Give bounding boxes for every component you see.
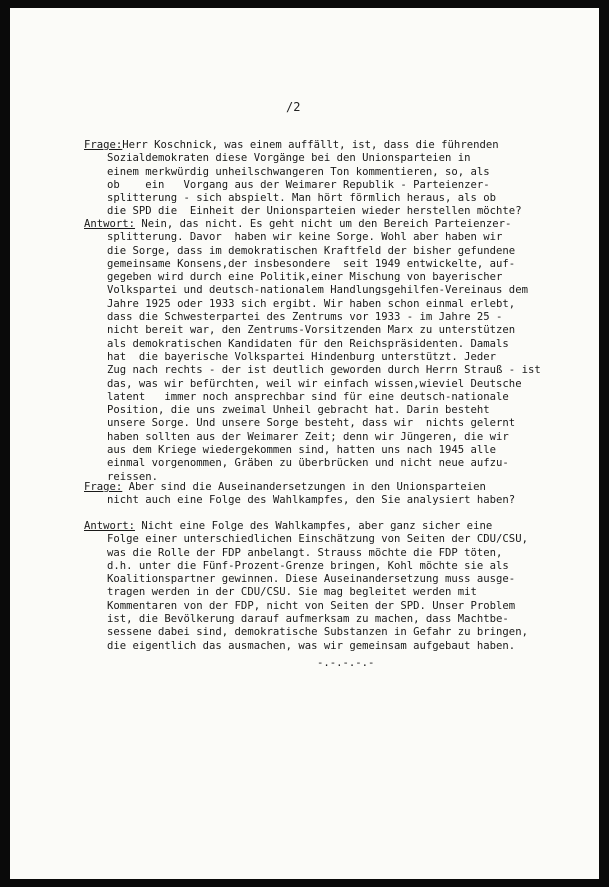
text-line: unsere Sorge. Und unsere Sorge besteht, dass wir nichts gelernt: [107, 417, 516, 430]
text-line: Nein, das nicht. Es geht nicht um den Bereich Parteienzer-: [135, 218, 512, 230]
text-line: reissen.: [107, 470, 159, 483]
text-line: als demokratischen Kandidaten für den Reichspräsidenten. Damals: [107, 337, 509, 350]
text-line: tragen werden in der CDU/CSU. Sie mag begleitet werden mit: [107, 586, 477, 599]
document-page: [10, 8, 599, 879]
text-line: Sozialdemokraten diese Vorgänge bei den Unionsparteien in: [107, 152, 471, 165]
question-block-1: [84, 139, 584, 219]
text-line: Folge einer unterschiedlichen Einschätzung von Seiten der CDU/CSU,: [107, 533, 528, 546]
block-label: Frage:: [84, 139, 123, 151]
text-line: d.h. unter die Fünf-Prozent-Grenze bringen, Kohl möchte sie als: [107, 559, 509, 572]
text-line: Kommentaren von der FDP, nicht von Seiten der SPD. Unser Problem: [107, 599, 516, 612]
text-line: Position, die uns zweimal Unheil gebracht hat. Darin besteht: [107, 404, 490, 417]
text-line: einmal vorgenommen, Gräben zu überbrücken und nicht neue aufzu-: [107, 457, 509, 470]
page-number: /2: [286, 100, 301, 114]
text-line: was die Rolle der FDP anbelangt. Strauss möchte die FDP töten,: [107, 546, 503, 559]
text-line: ist, die Bevölkerung darauf aufmerksam zu machen, dass Machtbe-: [107, 613, 509, 626]
question-block-2: [84, 481, 584, 508]
text-line: gemeinsame Konsens,der insbesondere seit 1949 entwickelte, auf-: [107, 257, 516, 270]
text-line: sessene dabei sind, demokratische Substanzen in Gefahr zu bringen,: [107, 626, 528, 639]
block-label: Antwort:: [84, 218, 136, 230]
text-line: splitterung - sich abspielt. Man hört förmlich heraus, als ob: [107, 192, 497, 205]
block-label: Antwort:: [84, 520, 136, 532]
text-line: hat die bayerische Volkspartei Hindenburg unterstützt. Jeder: [107, 350, 497, 363]
text-line: splitterung. Davor haben wir keine Sorge. Wohl aber haben wir: [107, 231, 503, 244]
block-label: Frage:: [84, 481, 123, 493]
text-line: die SPD die Einheit der Unionsparteien wieder herstellen möchte?: [107, 205, 522, 218]
text-line: Nicht eine Folge des Wahlkampfes, aber ganz sicher eine: [135, 520, 493, 532]
text-line: aus dem Kriege wiedergekommen sind, hatten uns nach 1945 alle: [107, 444, 497, 457]
text-line: dass die Schwesterpartei des Zentrums vor 1933 - im Jahre 25 -: [107, 311, 503, 324]
text-line: nicht bereit war, den Zentrums-Vorsitzenden Marx zu unterstützen: [107, 324, 516, 337]
text-line: Koalitionspartner gewinnen. Diese Auseinandersetzung muss ausge-: [107, 573, 516, 586]
answer-block-1: [84, 218, 584, 484]
text-line: die eigentlich das ausmachen, was wir gemeinsam aufgebaut haben.: [107, 639, 516, 652]
text-line: Zug nach rechts - der ist deutlich geworden durch Herrn Strauß - ist: [107, 364, 541, 377]
text-line: Aber sind die Auseinandersetzungen in den Unionsparteien: [122, 481, 486, 493]
text-line: latent immer noch ansprechbar sind für eine deutsch-nationale: [107, 390, 509, 403]
end-mark: -.-.-.-.-: [317, 657, 375, 669]
text-line: ob ein Vorgang aus der Weimarer Republik - Parteienzer-: [107, 178, 490, 191]
text-line: Herr Koschnick, was einem auffällt, ist, dass die führenden: [122, 139, 499, 151]
text-line: gegeben wird durch eine Politik,einer Mischung von bayerischer: [107, 271, 503, 284]
text-line: Jahre 1925 oder 1933 sich ergibt. Wir haben schon einmal erlebt,: [107, 297, 516, 310]
answer-block-2: [84, 520, 584, 653]
text-line: Volkspartei und deutsch-nationalem Handlungsgehilfen-Vereinaus dem: [107, 284, 528, 297]
text-line: das, was wir befürchten, weil wir einfach wissen,wieviel Deutsche: [107, 377, 522, 390]
text-line: nicht auch eine Folge des Wahlkampfes, den Sie analysiert haben?: [107, 494, 516, 507]
text-line: haben sollten aus der Weimarer Zeit; denn wir Jüngeren, die wir: [107, 430, 509, 443]
text-line: die Sorge, dass im demokratischen Kraftfeld der bisher gefundene: [107, 244, 516, 257]
text-line: einem merkwürdig unheilschwangeren Ton kommentieren, so, als: [107, 165, 490, 178]
